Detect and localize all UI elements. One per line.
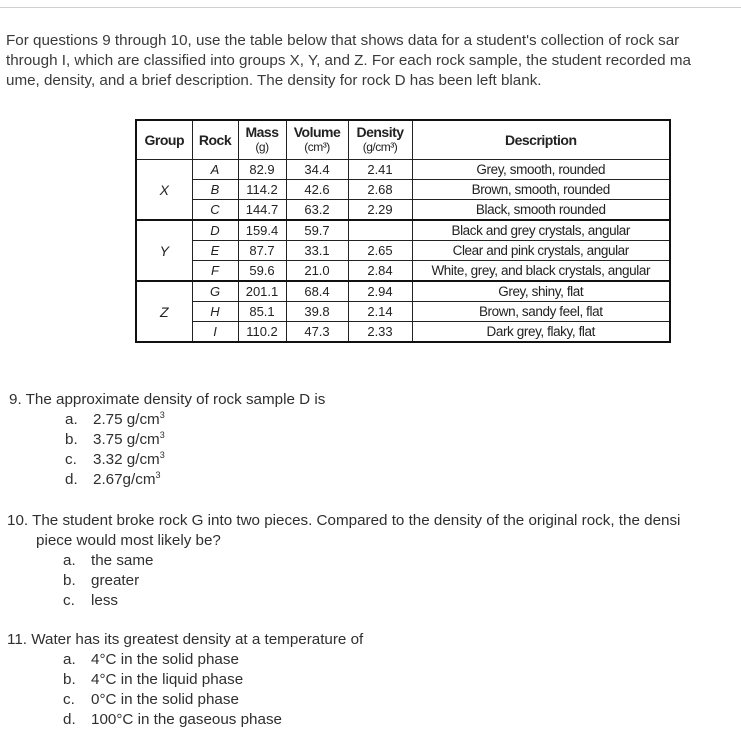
description-cell: Dark grey, flaky, flat (412, 322, 670, 343)
density-cell: 2.68 (348, 180, 412, 200)
option-letter: b. (65, 431, 78, 448)
group-cell: X (136, 160, 192, 221)
header-volume-unit: (cm³) (304, 140, 330, 154)
option-text: less (91, 592, 119, 609)
question-9-options (65, 410, 325, 490)
description-cell: Brown, sandy feel, flat (412, 302, 670, 322)
intro-line: ume, density, and a brief description. The density for rock D has been left blank. (6, 72, 542, 89)
header-description: Description (412, 120, 670, 160)
option-letter: c. (63, 691, 75, 708)
question-text: The approximate density of rock sample D is (25, 391, 326, 408)
answer-option (65, 450, 325, 470)
table-row (136, 322, 670, 343)
header-mass-label: Mass (245, 124, 279, 140)
option-letter: c. (63, 592, 75, 609)
description-cell: Clear and pink crystals, angular (412, 241, 670, 261)
answer-option (63, 650, 363, 670)
option-letter: d. (65, 471, 78, 488)
question-10 (7, 511, 741, 611)
volume-cell: 21.0 (286, 261, 348, 282)
intro-line: through I, which are classified into groups X, Y, and Z. For each rock sample, the student recorded ma (6, 52, 691, 69)
option-text: 4°C in the solid phase (91, 651, 239, 668)
density-cell: 2.29 (348, 200, 412, 221)
rock-data-table (135, 119, 671, 343)
volume-cell: 42.6 (286, 180, 348, 200)
density-cell: 2.84 (348, 261, 412, 282)
option-letter: b. (63, 671, 76, 688)
mass-cell: 144.7 (238, 200, 286, 221)
option-text: 4°C in the liquid phase (91, 671, 244, 688)
option-text: 3.75 g/cm (93, 431, 160, 448)
volume-cell: 63.2 (286, 200, 348, 221)
mass-cell: 59.6 (238, 261, 286, 282)
question-11 (7, 630, 363, 730)
header-volume-label: Volume (293, 124, 341, 140)
table-row (136, 200, 670, 221)
density-cell: 2.41 (348, 160, 412, 180)
option-letter: a. (65, 411, 78, 428)
rock-cell: H (192, 302, 238, 322)
rock-cell: E (192, 241, 238, 261)
header-volume (286, 120, 348, 160)
mass-cell: 201.1 (238, 281, 286, 302)
question-10-options (63, 551, 741, 611)
option-text: the same (91, 552, 154, 569)
answer-option (63, 690, 363, 710)
option-letter: a. (63, 651, 76, 668)
volume-cell: 39.8 (286, 302, 348, 322)
option-letter: a. (63, 552, 76, 569)
table-row (136, 261, 670, 282)
rock-cell: C (192, 200, 238, 221)
answer-option (63, 551, 741, 571)
mass-cell: 82.9 (238, 160, 286, 180)
table-row (136, 160, 670, 180)
group-cell: Z (136, 281, 192, 342)
header-rock: Rock (192, 120, 238, 160)
option-letter: b. (63, 572, 76, 589)
answer-option (63, 670, 363, 690)
volume-cell: 47.3 (286, 322, 348, 343)
header-density (348, 120, 412, 160)
description-cell: Grey, smooth, rounded (412, 160, 670, 180)
mass-cell: 87.7 (238, 241, 286, 261)
question-11-stem (7, 630, 363, 650)
rock-cell: B (192, 180, 238, 200)
option-superscript: 3 (159, 450, 165, 460)
density-cell (348, 220, 412, 241)
density-cell: 2.65 (348, 241, 412, 261)
answer-option (65, 410, 325, 430)
rock-cell: F (192, 261, 238, 282)
question-10-stem (7, 511, 741, 531)
description-cell: Black, smooth rounded (412, 200, 670, 221)
answer-option (65, 470, 325, 490)
question-number: 11. (7, 631, 27, 648)
table-row (136, 180, 670, 200)
volume-cell: 33.1 (286, 241, 348, 261)
option-text: 0°C in the solid phase (91, 691, 239, 708)
question-10-stem-continued: piece would most likely be? (36, 532, 221, 549)
table-row (136, 220, 670, 241)
option-text: greater (91, 572, 140, 589)
header-density-unit: (g/cm³) (362, 140, 398, 154)
option-superscript: 3 (159, 430, 165, 440)
table-row (136, 241, 670, 261)
density-cell: 2.94 (348, 281, 412, 302)
option-text: 3.32 g/cm (93, 451, 160, 468)
question-9-stem (9, 390, 325, 410)
volume-cell: 68.4 (286, 281, 348, 302)
answer-option (63, 710, 363, 730)
mass-cell: 159.4 (238, 220, 286, 241)
header-density-label: Density (356, 124, 404, 140)
header-mass (238, 120, 286, 160)
table-row (136, 302, 670, 322)
intro-paragraph (6, 31, 741, 91)
top-divider (0, 7, 741, 8)
density-cell: 2.14 (348, 302, 412, 322)
option-superscript: 3 (155, 470, 161, 480)
volume-cell: 59.7 (286, 220, 348, 241)
table-header-row (136, 120, 670, 160)
option-text: 2.67g/cm (93, 471, 156, 488)
question-text: Water has its greatest density at a temperature of (31, 631, 364, 648)
description-cell: Black and grey crystals, angular (412, 220, 670, 241)
header-mass-unit: (g) (255, 140, 269, 154)
rock-cell: A (192, 160, 238, 180)
question-number: 9. (9, 391, 22, 408)
question-11-options (63, 650, 363, 730)
question-text: The student broke rock G into two pieces. Compared to the density of the original rock, the densi (32, 512, 681, 529)
question-number: 10. (7, 512, 29, 529)
description-cell: Brown, smooth, rounded (412, 180, 670, 200)
description-cell: Grey, shiny, flat (412, 281, 670, 302)
rock-cell: I (192, 322, 238, 343)
intro-line: For questions 9 through 10, use the table below that shows data for a student's collection of rock sar (6, 32, 680, 49)
volume-cell: 34.4 (286, 160, 348, 180)
option-letter: d. (63, 711, 76, 728)
header-group: Group (136, 120, 192, 160)
group-cell: Y (136, 220, 192, 281)
option-text: 100°C in the gaseous phase (91, 711, 282, 728)
answer-option (63, 591, 741, 611)
mass-cell: 85.1 (238, 302, 286, 322)
option-superscript: 3 (159, 410, 165, 420)
question-9 (9, 390, 325, 490)
option-text: 2.75 g/cm (93, 411, 160, 428)
answer-option (65, 430, 325, 450)
answer-option (63, 571, 741, 591)
density-cell: 2.33 (348, 322, 412, 343)
rock-cell: G (192, 281, 238, 302)
mass-cell: 110.2 (238, 322, 286, 343)
description-cell: White, grey, and black crystals, angular (412, 261, 670, 282)
rock-cell: D (192, 220, 238, 241)
mass-cell: 114.2 (238, 180, 286, 200)
option-letter: c. (65, 451, 77, 468)
table-row (136, 281, 670, 302)
